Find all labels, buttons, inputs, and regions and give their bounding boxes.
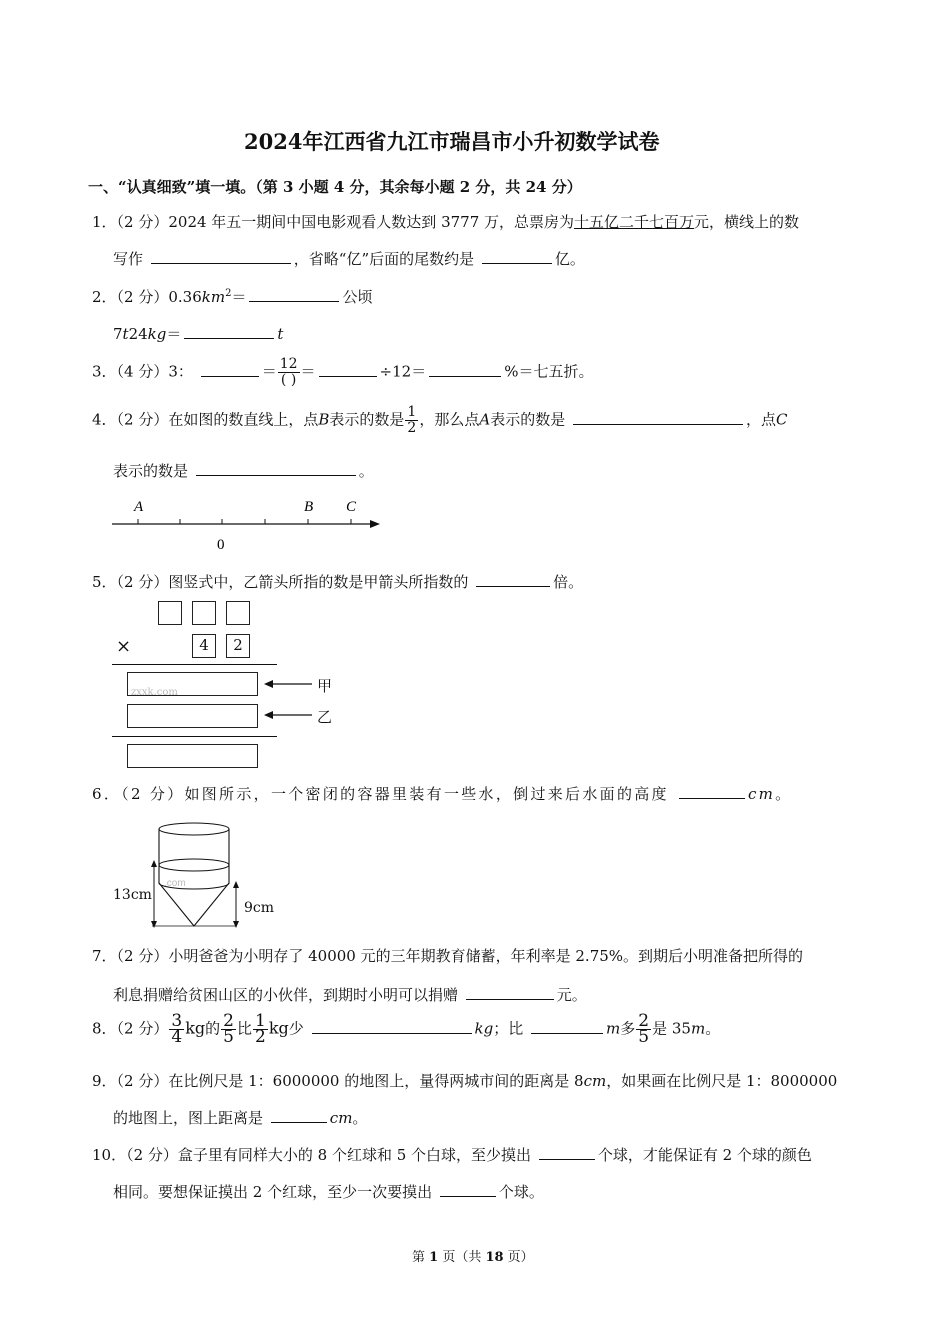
q8-m1: m [606,1019,621,1038]
q5-post: 倍。 [553,573,584,591]
q3-text: 3．（4 分）3： [92,362,193,381]
question-1-line2 [113,248,585,269]
page-number: 1 [429,1250,439,1265]
q8-f2d: 5 [223,1027,234,1047]
question-10-line2 [113,1181,544,1202]
q10-l2b: 个球。 [498,1183,544,1201]
q10-l2a: 相同。要想保证摸出 2 个红球，至少一次要摸出 [113,1183,433,1201]
page-title: 2024年江西省九江市瑞昌市小升初数学试卷 [244,129,660,154]
container-diagram [108,816,308,936]
answer-blank[interactable] [476,572,550,587]
dim-arrow-icon [233,921,239,928]
watermark: .com [164,878,186,889]
label-b: B [304,499,314,515]
q8-kg2: kg [268,1018,289,1038]
q4-c: C [776,410,788,429]
product-box [127,744,258,768]
arrow-right-icon [370,520,380,528]
q10-l1a: 10．（2 分）盒子里有同样大小的 8 个红球和 5 个白球，至少摸出 [92,1146,532,1164]
digit-4: 4 [199,636,209,654]
partial-product-box-yi [127,704,258,728]
q3-fraction [278,357,300,388]
label-yi: 乙 [317,708,333,726]
q8-f3d: 2 [254,1027,266,1047]
q2-l2-d: kg [147,325,167,343]
question-5 [92,571,583,592]
divider-line [112,664,277,665]
q8-pre: 8．（2 分） [92,1019,169,1038]
q4-fraction [405,405,418,436]
q4-mid3: 表示的数是 [490,410,566,429]
q3-post: %＝七五折。 [504,362,594,381]
q3-eq1: ＝ [261,362,277,381]
dim-arrow-icon [151,860,157,867]
question-2-line2 [113,323,283,344]
q8-shi: 是 35 [652,1019,691,1038]
q3-eq2: ＝ [300,362,316,381]
q3-num: 12 [279,356,298,372]
question-9 [92,1070,837,1091]
q4-mid1: 表示的数是 [329,410,405,429]
q1-line2-a: 写作 [113,250,144,268]
answer-blank[interactable] [312,1019,472,1034]
answer-blank[interactable] [319,362,377,377]
q4-text: 4．（2 分）在如图的数直线上，点 [92,410,319,429]
arrow-head-icon [264,680,273,688]
q2-l2-e: ＝ [166,325,182,343]
question-6 [92,783,792,804]
q8-shao: 少 [288,1019,304,1038]
question-4 [92,405,787,436]
answer-blank[interactable] [466,985,554,1000]
q5-text: 5．（2 分）图竖式中，乙箭头所指的数是甲箭头所指数的 [92,573,469,591]
q8-f1d: 4 [171,1027,183,1047]
q8-de: 的 [205,1019,221,1038]
digit-box [158,601,182,625]
label-jia: 甲 [317,677,333,695]
question-4-line2 [113,460,374,481]
label-13cm: 13cm [113,887,152,903]
q4-mid4: ，点 [745,410,776,429]
q6-text: 6．（2 分）如图所示，一个密闭的容器里装有一些水，倒过来后水面的高度 [92,785,669,803]
answer-blank[interactable] [196,461,356,476]
q4-fden: 2 [407,420,417,436]
watermark: zxxk.com [131,687,178,698]
q2-unit: km [201,288,226,306]
answer-blank[interactable] [429,362,501,377]
q2-eq: ＝ [231,288,247,306]
q4-l2-b: 。 [358,462,374,480]
q9-cm2: cm [329,1109,353,1127]
q8-f3n: 1 [254,1011,266,1031]
question-10 [92,1144,812,1165]
q8-sep: ；比 [493,1019,524,1038]
answer-blank[interactable] [482,249,552,264]
digit-box [226,601,250,625]
page-footer [412,1246,534,1265]
q2-l2-b: t [122,325,129,343]
frac-2-5 [221,1011,236,1047]
label-a: A [134,499,144,515]
arrows [262,676,320,726]
frac-2-5b [636,1011,651,1047]
q4-a: A [479,410,491,429]
section-heading: 一、“认真细致”填一填。（第 3 小题 4 分，其余每小题 2 分，共 24 分） [88,178,582,196]
label-9cm: 9cm [244,900,275,916]
dim-arrow-icon [233,881,239,888]
answer-blank[interactable] [249,287,339,302]
footer-c: 页） [503,1250,534,1265]
answer-blank[interactable] [531,1019,603,1034]
q9-l2: 的地图上，图上距离是 [113,1109,264,1127]
frac-3-4 [169,1011,184,1047]
q9-end: 。 [352,1109,368,1127]
arrow-head-icon [264,711,273,719]
q8-f4n: 2 [638,1011,650,1031]
water-surface [159,859,229,871]
q8-f1n: 3 [171,1011,183,1031]
q8-f4d: 5 [638,1027,650,1047]
footer-b: 页（共 [438,1250,486,1265]
question-7: 7．（2 分）小明爸爸为小明存了 40000 元的三年期教育储蓄，年利率是 2.75%。到期后小明准备把所得的 [92,947,804,965]
question-7-line2 [113,984,587,1005]
answer-blank[interactable] [679,784,745,799]
digit-2: 2 [233,636,243,654]
q2-l2-a: 7 [113,325,123,343]
q8-kg3: kg [474,1019,494,1038]
q4-b: B [318,410,330,429]
divider-line [112,736,277,737]
q3-den: ( ) [280,372,297,388]
answer-blank[interactable] [271,1108,327,1123]
q9-l1b: ，如果画在比例尺是 1：8000000 [606,1072,838,1090]
q4-fnum: 1 [407,404,417,420]
q2-text: 2．（2 分）0.36 [92,288,202,306]
question-3 [92,357,593,388]
q1-underlined: 十五亿二千七百万 [574,213,695,231]
answer-blank[interactable] [201,362,259,377]
q2-l2-c: 24 [128,325,148,343]
question-2 [92,286,373,307]
q7-l2: 利息捐赠给贫困山区的小伙伴，到期时小明可以捐赠 [113,986,459,1004]
digit-box [192,601,216,625]
q1-line2-b: ，省略“亿”后面的尾数约是 [293,250,475,268]
q2-l2-f: t [277,325,284,343]
q9-cm1: cm [583,1072,607,1090]
q4-mid2: ，那么点 [419,410,480,429]
question-9-line2 [113,1107,367,1128]
q1-text-end: 元，横线上的数 [694,213,800,231]
q8-bi: 比 [236,1019,252,1038]
question-8 [92,1011,721,1047]
frac-1-2 [253,1011,268,1047]
answer-blank[interactable] [440,1182,496,1197]
q6-post: 。 [775,785,793,803]
q4-l2-a: 表示的数是 [113,462,189,480]
q8-m2: m [690,1019,706,1038]
dim-arrow-icon [151,921,157,928]
page-total: 18 [485,1250,504,1265]
footer-a: 第 [412,1250,430,1265]
label-c: C [346,499,357,515]
number-line-diagram [108,494,388,554]
q2-post: 公顷 [342,288,373,306]
answer-blank[interactable] [151,249,291,264]
q8-end: 。 [705,1019,721,1038]
q7-post: 元。 [556,986,587,1004]
answer-blank[interactable] [573,410,743,425]
q10-l1b: 个球，才能保证有 2 个球的颜色 [597,1146,812,1164]
q2-sup: 2 [225,288,232,299]
q6-unit: cm [747,785,776,803]
q1-text: 1．（2 分）2024 年五一期间中国电影观看人数达到 3777 万，总票房为 [92,213,575,231]
q9-l1a: 9．（2 分）在比例尺是 1：6000000 的地图上，量得两城市间的距离是 8 [92,1072,584,1090]
cylinder-top [159,823,229,835]
times-sign: × [116,636,132,657]
answer-blank[interactable] [539,1145,595,1160]
q8-duo: 多 [620,1019,636,1038]
q8-kg1: kg [185,1018,206,1038]
q8-f2n: 2 [223,1011,234,1031]
q1-line2-c: 亿。 [554,250,585,268]
question-1 [92,211,799,232]
label-zero: 0 [217,537,225,553]
answer-blank[interactable] [184,324,274,339]
q3-div: ÷12＝ [379,362,427,381]
